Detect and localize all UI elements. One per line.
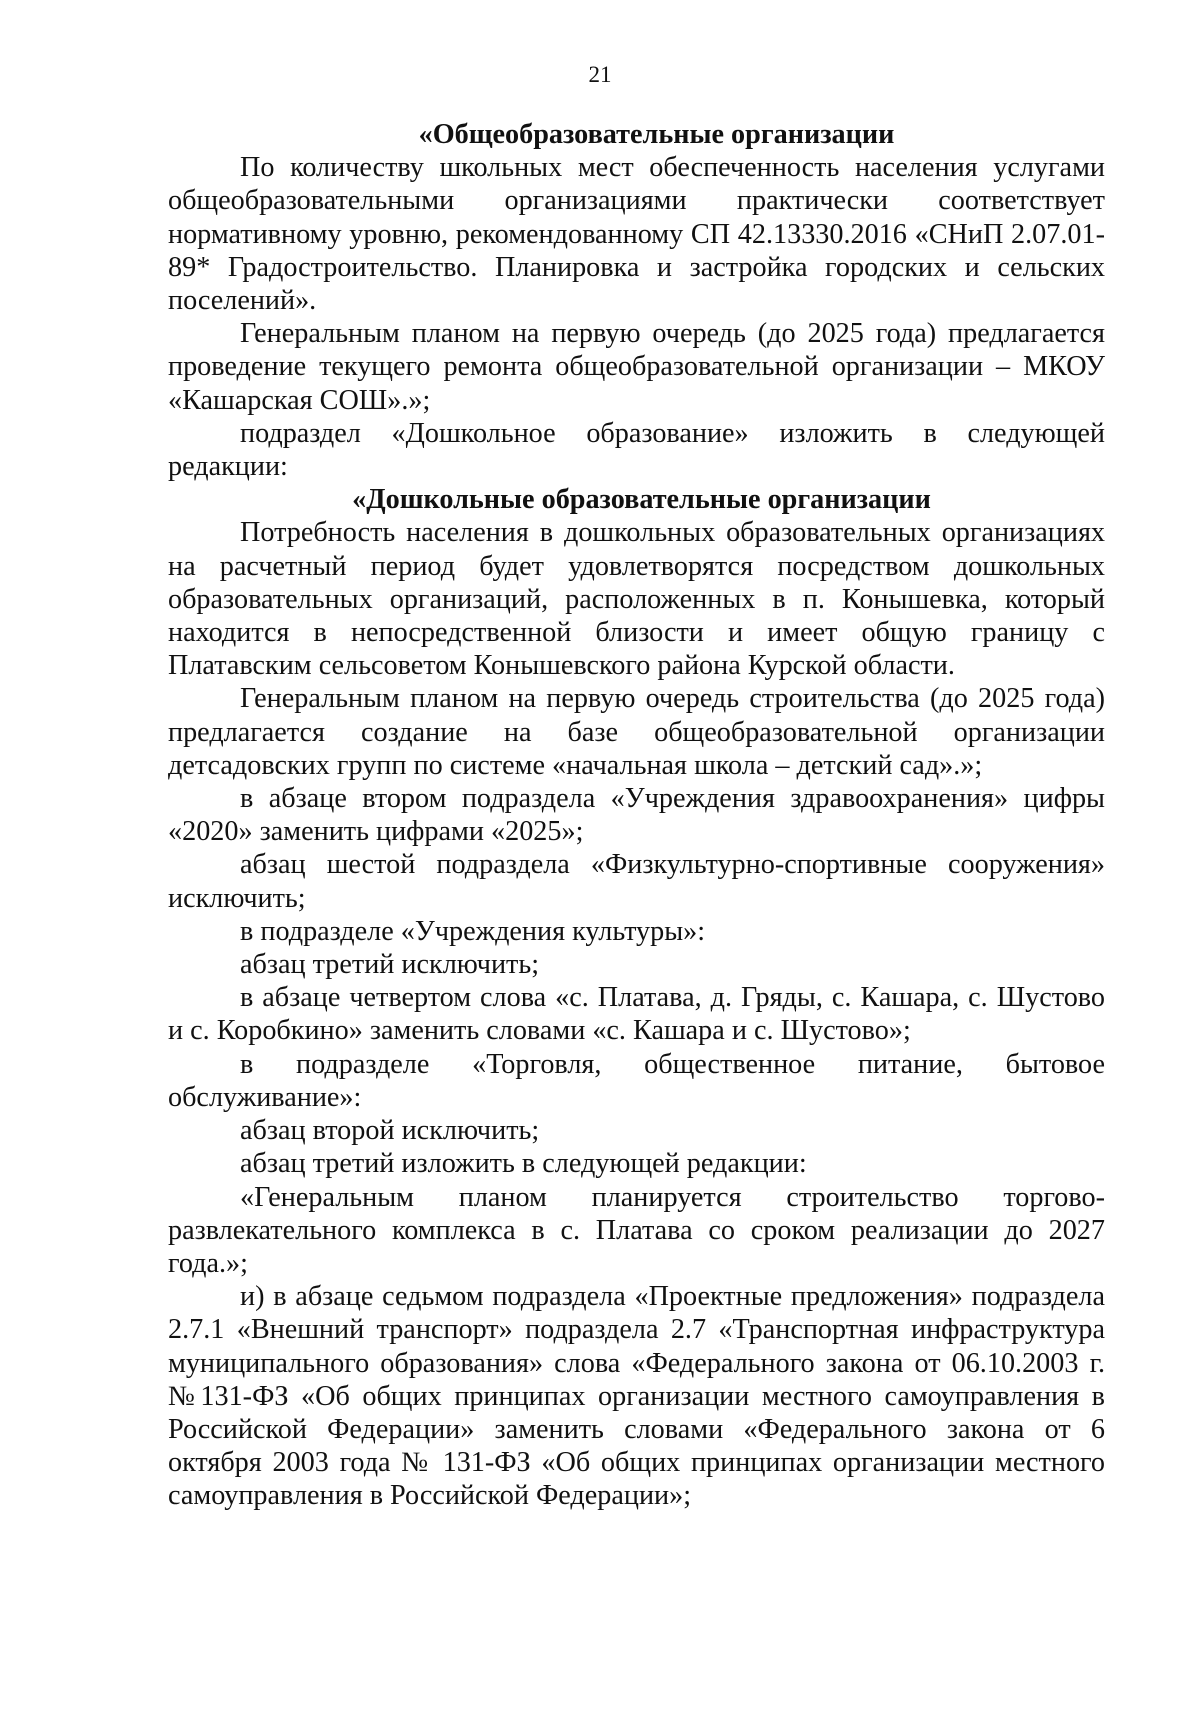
paragraph-culture-third: абзац третий исключить; [240, 949, 540, 981]
paragraph-sports-amendment: абзац шестой подраздела «Физкультурно-спортивные сооружения» исключить; [168, 849, 1105, 914]
paragraph-trade-new-text: «Генеральным планом планируется строительство торгово-развлекательного комплекса в с. Платава со сроком реализации до 2027 года.»; [168, 1181, 1105, 1279]
paragraph-culture-fourth: в абзаце четвертом слова «с. Платава, д. Гряды, с. Кашара, с. Шустово и с. Коробкино» заменить словами «с. Кашара и с. Шустово»; [168, 982, 1105, 1047]
paragraph-school-places: По количеству школьных мест обеспеченность населения услугами общеобразовательными организациями практически соответствует нормативному уровню, рекомендованному СП 42.13330.2016 «СНиП 2.07.01-89* Градостроительство. Планировка и застройка городских и сельских поселений». [168, 152, 1105, 317]
paragraph-trade-third: абзац третий изложить в следующей редакции: [240, 1148, 807, 1180]
page-number: 21 [588, 62, 612, 87]
paragraph-preschool-amendment: подраздел «Дошкольное образование» изложить в следующей редакции: [168, 417, 1105, 483]
section-heading-preschool: «Дошкольные образовательные организации [352, 484, 931, 516]
section-heading-general-education: «Общеобразовательные организации [418, 119, 895, 150]
paragraph-transport-amendment: и) в абзаце седьмом подраздела «Проектные предложения» подраздела 2.7.1 «Внешний транспорт» подраздела 2.7 «Транспортная инфраструктура муниципального образования» слова «Федерального закона от 06.10.2003 г. №131-ФЗ «Об общих принципах организации местного самоуправления в Российской Федерации» заменить словами «Федерального закона от 6 октября 2003 года № 131-ФЗ «Об общих принципах организации местного самоуправления в Российской Федерации»; [168, 1281, 1105, 1512]
paragraph-kindergarten-groups: Генеральным планом на первую очередь строительства (до 2025 года) предлагается создание на базе общеобразовательной организации детсадовских групп по системе «начальная школа – детский сад».»; [168, 683, 1105, 781]
paragraph-culture-subsection: в подразделе «Учреждения культуры»: [240, 915, 706, 947]
paragraph-school-repair: Генеральным планом на первую очередь (до 2025 года) предлагается проведение текущего ремонта общеобразовательной организации – МКОУ «Кашарская СОШ».»; [168, 318, 1105, 416]
paragraph-trade-subsection: в подразделе «Торговля, общественное питание, бытовое обслуживание»: [168, 1048, 1105, 1113]
paragraph-trade-second: абзац второй исключить; [240, 1115, 540, 1147]
paragraph-healthcare-amendment: в абзаце втором подраздела «Учреждения здравоохранения» цифры «2020» заменить цифрами «2025»; [168, 783, 1105, 848]
paragraph-preschool-need: Потребность населения в дошкольных образовательных организациях на расчетный период будет удовлетворятся посредством дошкольных образовательных организаций, расположенных в п. Конышевка, который находится в непосредственной близости и имеет общую границу с Платавским сельсоветом Конышевского района Курской области. [168, 517, 1105, 682]
document-body [168, 118, 1105, 1513]
